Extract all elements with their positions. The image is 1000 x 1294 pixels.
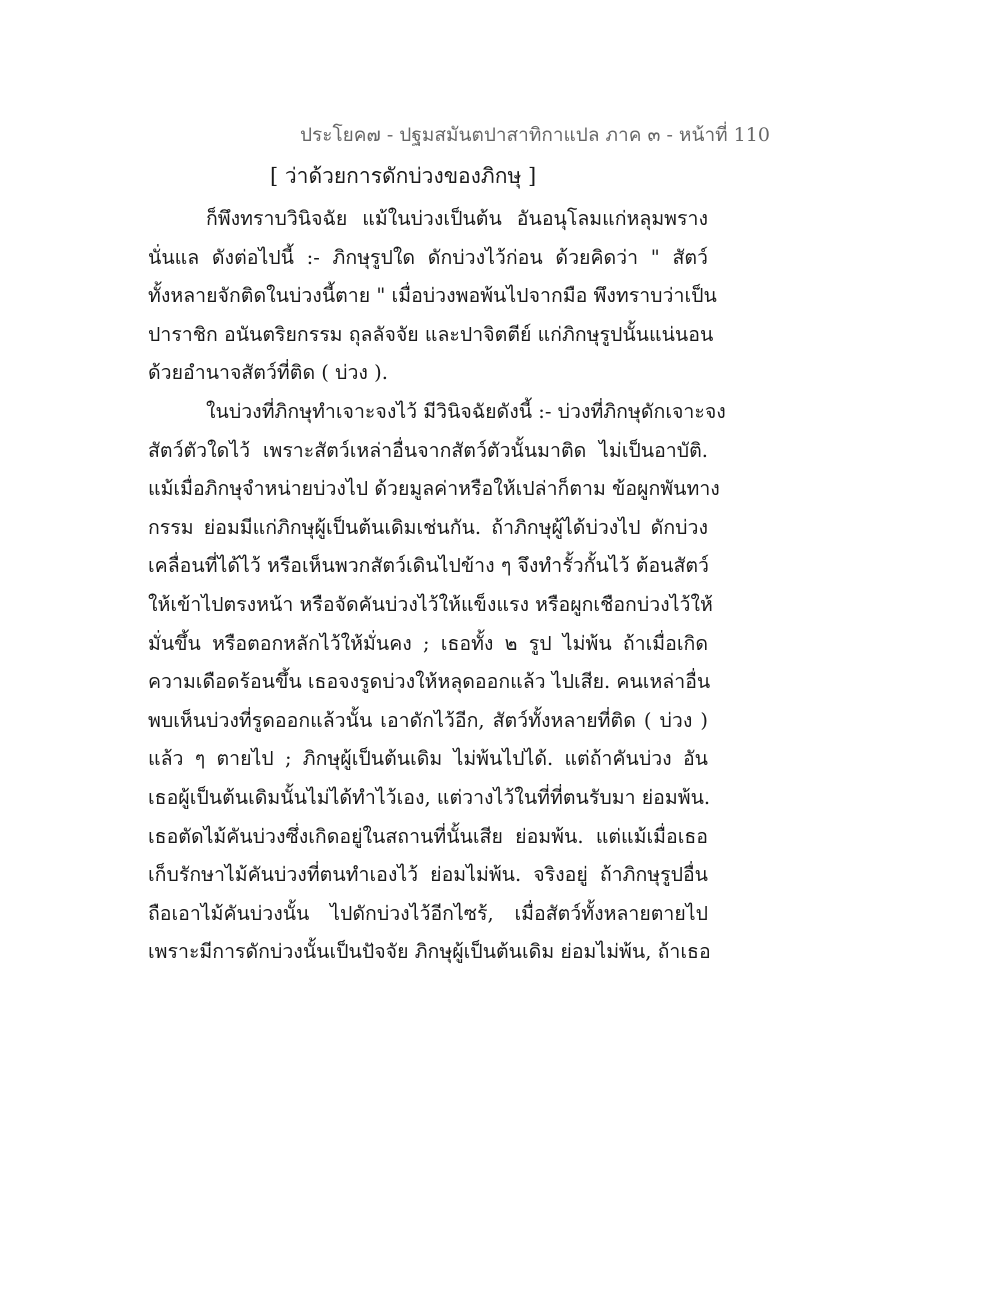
text-line: เคลื่อนที่ได้ไว้ หรือเห็นพวกสัตว์เดินไปข้าง ๆ จึงทำรั้วกั้นไว้ ต้อนสัตว์ — [148, 554, 709, 578]
running-head: ประโยค๗ - ปฐมสมันตปาสาทิกาแปล ภาค ๓ - หน้าที่ 110 — [300, 124, 770, 146]
text-line: เก็บรักษาไม้คันบ่วงที่ตนทำเองไว้ ย่อมไม่พ้น. จริงอยู่ ถ้าภิกษุรูปอื่น — [148, 863, 708, 887]
paragraph-1 — [148, 200, 717, 393]
text-line: ก็พึงทราบวินิจฉัย แม้ในบ่วงเป็นต้น อันอนุโลมแก่หลุมพราง — [206, 207, 708, 230]
text-line: ด้วยอำนาจสัตว์ที่ติด ( บ่วง ). — [148, 361, 388, 385]
text-line: พบเห็นบ่วงที่รูดออกแล้วนั้น เอาดักไว้อีก, สัตว์ทั้งหลายที่ติด ( บ่วง ) — [148, 708, 708, 732]
text-line: กรรม ย่อมมีแก่ภิกษุผู้เป็นต้นเดิมเช่นกัน. ถ้าภิกษุผู้ได้บ่วงไป ดักบ่วง — [148, 515, 708, 539]
text-line: เพราะมีการดักบ่วงนั้นเป็นปัจจัย ภิกษุผู้เป็นต้นเดิม ย่อมไม่พ้น, ถ้าเธอ — [148, 940, 711, 964]
body-text — [148, 200, 726, 972]
text-line: ความเดือดร้อนขึ้น เธอจงรูดบ่วงให้หลุดออกแล้ว ไปเสีย. คนเหล่าอื่น — [148, 670, 711, 694]
text-line: ให้เข้าไปตรงหน้า หรือจัดคันบ่วงไว้ให้แข็งแรง หรือผูกเชือกบ่วงไว้ให้ — [148, 592, 713, 616]
text-line: แล้ว ๆ ตายไป ; ภิกษุผู้เป็นต้นเดิม ไม่พ้นไปได้. แต่ถ้าคันบ่วง อัน — [148, 747, 708, 771]
text-line: ถือเอาไม้คันบ่วงนั้น ไปดักบ่วงไว้อีกไซร้, เมื่อสัตว์ทั้งหลายตายไป — [148, 901, 708, 925]
text-line: เธอผู้เป็นต้นเดิมนั้นไม่ได้ทำไว้เอง, แต่วางไว้ในที่ที่ตนรับมา ย่อมพ้น. — [148, 785, 711, 809]
text-line: สัตว์ตัวใดไว้ เพราะสัตว์เหล่าอื่นจากสัตว์ตัวนั้นมาติด ไม่เป็นอาบัติ. — [148, 438, 708, 462]
text-line: เธอตัดไม้คันบ่วงซึ่งเกิดอยู่ในสถานที่นั้นเสีย ย่อมพ้น. แต่แม้เมื่อเธอ — [148, 824, 708, 848]
text-line: ทั้งหลายจักติดในบ่วงนี้ตาย " เมื่อบ่วงพอพ้นไปจากมือ พึงทราบว่าเป็น — [148, 284, 717, 308]
text-line: แม้เมื่อภิกษุจำหน่ายบ่วงไป ด้วยมูลค่าหรือให้เปล่าก็ตาม ข้อผูกพันทาง — [148, 477, 720, 501]
text-line: นั่นแล ดังต่อไปนี้ :- ภิกษุรูปใด ดักบ่วงไว้ก่อน ด้วยคิดว่า " สัตว์ — [148, 245, 708, 269]
paragraph-2 — [148, 393, 726, 972]
text-line: มั่นขึ้น หรือตอกหลักไว้ให้มั่นคง ; เธอทั้ง ๒ รูป ไม่พ้น ถ้าเมื่อเกิด — [148, 631, 708, 655]
text-line: ในบ่วงที่ภิกษุทำเจาะจงไว้ มีวินิจฉัยดังนี้ :- บ่วงที่ภิกษุดักเจาะจง — [206, 399, 726, 423]
section-heading: [ ว่าด้วยการดักบ่วงของภิกษุ ] — [270, 164, 537, 188]
text-line: ปาราชิก อนันตริยกรรม ถุลลัจจัย และปาจิตตีย์ แก่ภิกษุรูปนั้นแน่นอน — [148, 322, 714, 346]
